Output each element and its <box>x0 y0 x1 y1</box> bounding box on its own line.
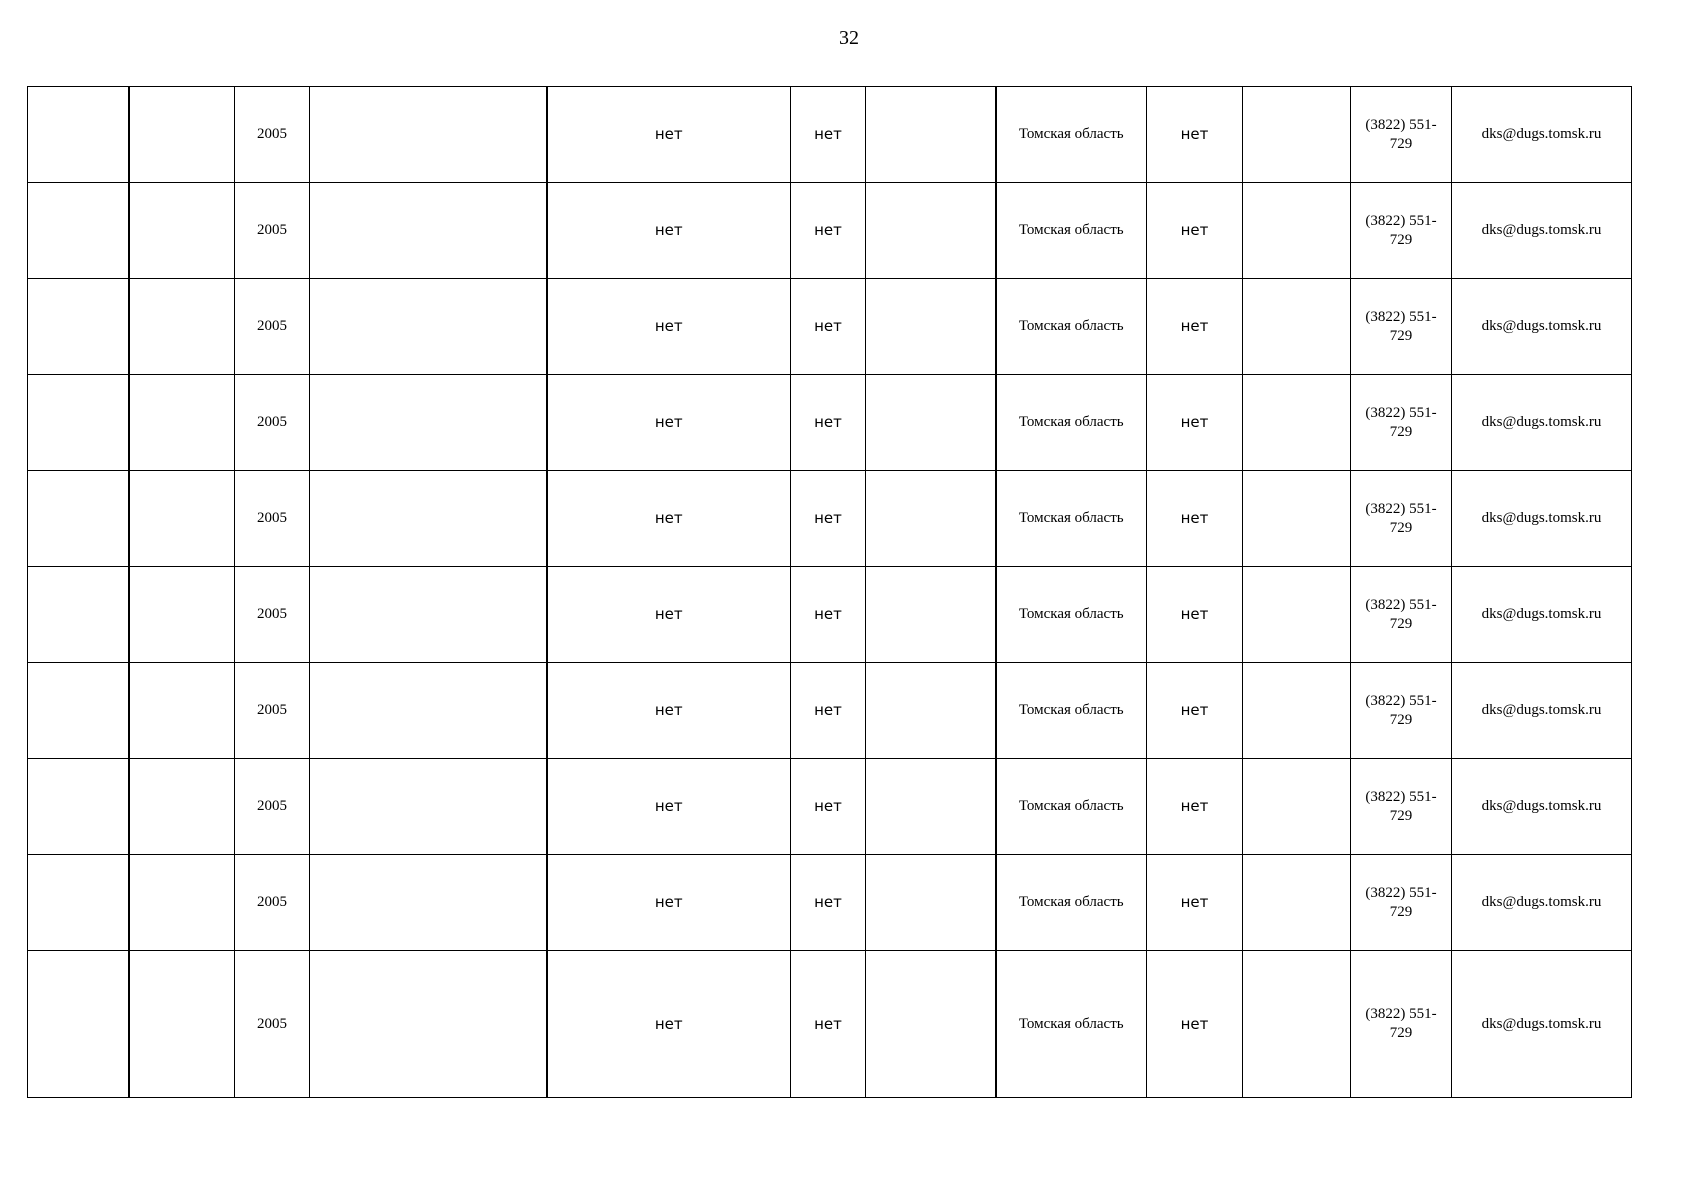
cell-empty-4 <box>310 663 547 759</box>
cell-email: dks@dugs.tomsk.ru <box>1452 951 1632 1098</box>
cell-phone: (3822) 551-729 <box>1351 855 1452 951</box>
cell-phone: (3822) 551-729 <box>1351 183 1452 279</box>
cell-empty-2 <box>129 471 235 567</box>
cell-year: 2005 <box>235 567 310 663</box>
cell-year: 2005 <box>235 759 310 855</box>
cell-email: dks@dugs.tomsk.ru <box>1452 759 1632 855</box>
cell-empty-1 <box>28 375 129 471</box>
cell-region: Томская область <box>996 759 1147 855</box>
cell-col9: нет <box>1147 855 1243 951</box>
cell-empty-10 <box>1243 567 1351 663</box>
cell-col5: нет <box>547 663 791 759</box>
table-row <box>28 279 1632 375</box>
cell-email: dks@dugs.tomsk.ru <box>1452 855 1632 951</box>
cell-col5: нет <box>547 375 791 471</box>
cell-phone: (3822) 551-729 <box>1351 279 1452 375</box>
cell-empty-10 <box>1243 663 1351 759</box>
cell-empty-4 <box>310 87 547 183</box>
cell-empty-7 <box>866 183 996 279</box>
cell-year: 2005 <box>235 663 310 759</box>
cell-region: Томская область <box>996 951 1147 1098</box>
cell-empty-2 <box>129 375 235 471</box>
table-row <box>28 759 1632 855</box>
cell-empty-2 <box>129 663 235 759</box>
cell-phone: (3822) 551-729 <box>1351 471 1452 567</box>
cell-empty-7 <box>866 279 996 375</box>
table-row <box>28 471 1632 567</box>
cell-email: dks@dugs.tomsk.ru <box>1452 183 1632 279</box>
cell-phone: (3822) 551-729 <box>1351 663 1452 759</box>
table-row <box>28 183 1632 279</box>
cell-col6: нет <box>791 375 866 471</box>
cell-col6: нет <box>791 471 866 567</box>
cell-empty-1 <box>28 471 129 567</box>
cell-empty-10 <box>1243 87 1351 183</box>
cell-col6: нет <box>791 759 866 855</box>
cell-year: 2005 <box>235 471 310 567</box>
cell-empty-7 <box>866 663 996 759</box>
cell-empty-1 <box>28 567 129 663</box>
cell-empty-10 <box>1243 471 1351 567</box>
cell-empty-7 <box>866 855 996 951</box>
cell-year: 2005 <box>235 951 310 1098</box>
cell-col9: нет <box>1147 279 1243 375</box>
cell-empty-7 <box>866 471 996 567</box>
cell-col6: нет <box>791 951 866 1098</box>
cell-empty-4 <box>310 375 547 471</box>
cell-col9: нет <box>1147 87 1243 183</box>
cell-phone: (3822) 551-729 <box>1351 759 1452 855</box>
cell-email: dks@dugs.tomsk.ru <box>1452 87 1632 183</box>
cell-empty-2 <box>129 951 235 1098</box>
cell-region: Томская область <box>996 279 1147 375</box>
cell-email: dks@dugs.tomsk.ru <box>1452 279 1632 375</box>
cell-col9: нет <box>1147 471 1243 567</box>
cell-col5: нет <box>547 855 791 951</box>
cell-col9: нет <box>1147 183 1243 279</box>
cell-empty-2 <box>129 759 235 855</box>
page-number: 32 <box>839 27 859 49</box>
cell-col5: нет <box>547 87 791 183</box>
cell-phone: (3822) 551-729 <box>1351 87 1452 183</box>
cell-col9: нет <box>1147 951 1243 1098</box>
cell-col5: нет <box>547 279 791 375</box>
cell-col6: нет <box>791 183 866 279</box>
cell-year: 2005 <box>235 183 310 279</box>
cell-empty-10 <box>1243 279 1351 375</box>
cell-empty-4 <box>310 759 547 855</box>
cell-col5: нет <box>547 567 791 663</box>
cell-empty-1 <box>28 951 129 1098</box>
cell-region: Томская область <box>996 663 1147 759</box>
cell-empty-1 <box>28 279 129 375</box>
cell-empty-1 <box>28 183 129 279</box>
cell-empty-2 <box>129 855 235 951</box>
cell-empty-10 <box>1243 951 1351 1098</box>
cell-phone: (3822) 551-729 <box>1351 567 1452 663</box>
cell-region: Томская область <box>996 375 1147 471</box>
cell-empty-4 <box>310 183 547 279</box>
cell-phone: (3822) 551-729 <box>1351 951 1452 1098</box>
cell-empty-4 <box>310 279 547 375</box>
cell-empty-10 <box>1243 759 1351 855</box>
cell-email: dks@dugs.tomsk.ru <box>1452 471 1632 567</box>
cell-email: dks@dugs.tomsk.ru <box>1452 663 1632 759</box>
cell-empty-7 <box>866 567 996 663</box>
cell-year: 2005 <box>235 279 310 375</box>
cell-col6: нет <box>791 567 866 663</box>
cell-empty-4 <box>310 951 547 1098</box>
cell-col6: нет <box>791 663 866 759</box>
cell-empty-2 <box>129 567 235 663</box>
cell-col5: нет <box>547 951 791 1098</box>
cell-region: Томская область <box>996 87 1147 183</box>
cell-empty-1 <box>28 87 129 183</box>
cell-year: 2005 <box>235 375 310 471</box>
cell-col5: нет <box>547 471 791 567</box>
cell-col6: нет <box>791 87 866 183</box>
cell-year: 2005 <box>235 855 310 951</box>
cell-empty-1 <box>28 759 129 855</box>
cell-col9: нет <box>1147 567 1243 663</box>
cell-empty-10 <box>1243 183 1351 279</box>
cell-empty-1 <box>28 663 129 759</box>
cell-col9: нет <box>1147 759 1243 855</box>
table-row <box>28 567 1632 663</box>
cell-year: 2005 <box>235 87 310 183</box>
cell-empty-4 <box>310 471 547 567</box>
table-row <box>28 87 1632 183</box>
cell-col9: нет <box>1147 375 1243 471</box>
table-row <box>28 855 1632 951</box>
cell-col5: нет <box>547 183 791 279</box>
cell-empty-2 <box>129 183 235 279</box>
cell-empty-7 <box>866 951 996 1098</box>
cell-empty-7 <box>866 375 996 471</box>
cell-col5: нет <box>547 759 791 855</box>
cell-region: Томская область <box>996 855 1147 951</box>
cell-empty-1 <box>28 855 129 951</box>
table-row <box>28 663 1632 759</box>
cell-empty-4 <box>310 855 547 951</box>
cell-empty-10 <box>1243 375 1351 471</box>
cell-email: dks@dugs.tomsk.ru <box>1452 375 1632 471</box>
cell-empty-7 <box>866 759 996 855</box>
table-row <box>28 375 1632 471</box>
cell-col6: нет <box>791 855 866 951</box>
cell-region: Томская область <box>996 471 1147 567</box>
cell-empty-2 <box>129 87 235 183</box>
cell-email: dks@dugs.tomsk.ru <box>1452 567 1632 663</box>
cell-col9: нет <box>1147 663 1243 759</box>
cell-empty-4 <box>310 567 547 663</box>
cell-empty-7 <box>866 87 996 183</box>
table-row <box>28 951 1632 1098</box>
cell-phone: (3822) 551-729 <box>1351 375 1452 471</box>
data-table <box>27 86 1632 1098</box>
cell-col6: нет <box>791 279 866 375</box>
cell-region: Томская область <box>996 567 1147 663</box>
cell-region: Томская область <box>996 183 1147 279</box>
cell-empty-2 <box>129 279 235 375</box>
cell-empty-10 <box>1243 855 1351 951</box>
